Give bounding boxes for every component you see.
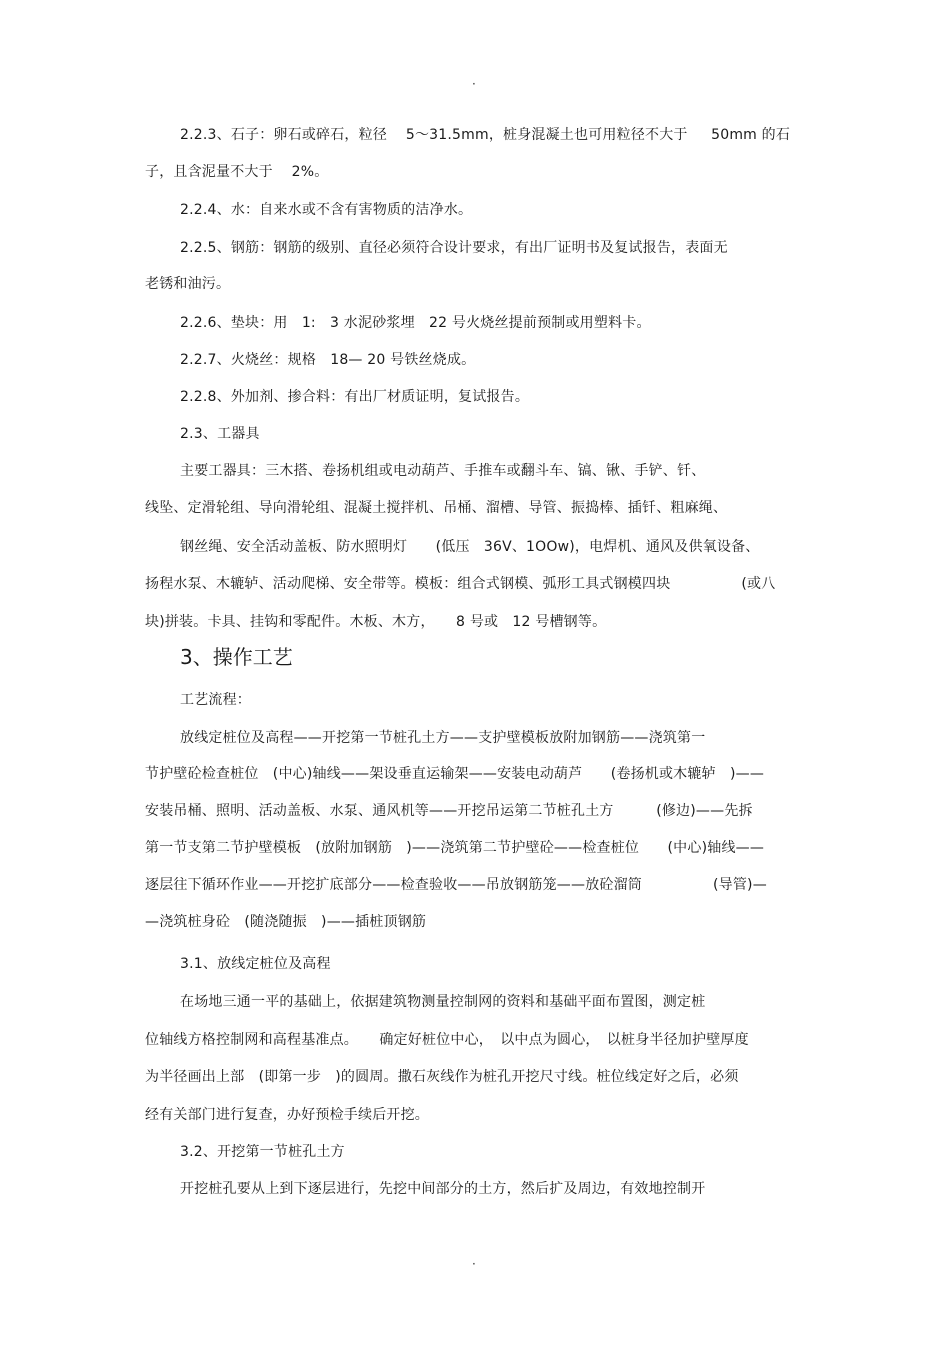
text-line: 老锈和油污。 <box>145 276 231 292</box>
text-line: 工艺流程： <box>180 692 251 708</box>
text-line: 2.2.6、垫块：用 1: 3 水泥砂浆埋 22 号火烧丝提前预制或用塑料卡。 <box>180 315 651 331</box>
text-line: 安装吊桶、照明、活动盖板、水泵、通风机等——开挖吊运第二节桩孔土方 (修边)——先拆 <box>145 803 753 819</box>
text-line: 位轴线方格控制网和高程基准点。 确定好桩位中心， 以中点为圆心， 以桩身半径加护壁厚度 <box>145 1032 749 1048</box>
text-line: 块)拼装。卡具、挂钩和零配件。木板、木方， 8 号或 12 号槽钢等。 <box>145 614 607 630</box>
bottom-page-mark: · <box>472 1257 476 1271</box>
section-heading: 2.3、工器具 <box>180 426 260 442</box>
text-line: —浇筑桩身砼 (随浇随振 )——插桩顶钢筋 <box>145 914 427 930</box>
section-heading: 3.1、放线定桩位及高程 <box>180 956 331 972</box>
text-line: 2.2.4、水：自来水或不含有害物质的洁净水。 <box>180 202 473 218</box>
top-page-mark: · <box>472 77 476 91</box>
text-line: 逐层往下循环作业——开挖扩底部分——检查验收——吊放钢筋笼——放砼溜筒 (导管)— <box>145 877 767 893</box>
text-line: 线坠、定滑轮组、导向滑轮组、混凝土搅拌机、吊桶、溜槽、导管、振捣棒、插钎、粗麻绳、 <box>145 500 728 516</box>
text-line: 钢丝绳、安全活动盖板、防水照明灯 (低压 36V、1OOw)，电焊机、通风及供氧设备、 <box>180 539 760 555</box>
chapter-heading: 3、操作工艺 <box>180 645 293 669</box>
text-line: 为半径画出上部 (即第一步 )的圆周。撒石灰线作为桩孔开挖尺寸线。桩位线定好之后，必须 <box>145 1069 739 1085</box>
section-heading: 3.2、开挖第一节桩孔土方 <box>180 1144 345 1160</box>
text-line: 2.2.3、石子：卵石或碎石，粒径 5～31.5mm，桩身混凝土也可用粒径不大于 50mm 的石 <box>180 127 791 143</box>
text-line: 扬程水泵、木辘轳、活动爬梯、安全带等。模板：组合式钢模、弧形工具式钢模四块 (或八 <box>145 576 776 592</box>
text-line: 放线定桩位及高程——开挖第一节桩孔土方——支护壁模板放附加钢筋——浇筑第一 <box>180 730 706 746</box>
text-line: 第一节支第二节护壁模板 (放附加钢筋 )——浇筑第二节护壁砼——检查桩位 (中心)轴线—— <box>145 840 765 856</box>
text-line: 2.2.5、钢筋：钢筋的级别、直径必须符合设计要求，有出厂证明书及复试报告，表面无 <box>180 240 728 256</box>
text-line: 主要工器具：三木搭、卷扬机组或电动葫芦、手推车或翻斗车、镐、锹、手铲、钎、 <box>180 463 706 479</box>
text-line: 2.2.8、外加剂、掺合料：有出厂材质证明，复试报告。 <box>180 389 530 405</box>
text-line: 开挖桩孔要从上到下逐层进行，先挖中间部分的土方，然后扩及周边，有效地控制开 <box>180 1181 706 1197</box>
text-line: 经有关部门进行复查，办好预检手续后开挖。 <box>145 1107 429 1123</box>
text-line: 在场地三通一平的基础上，依据建筑物测量控制网的资料和基础平面布置图，测定桩 <box>180 994 706 1010</box>
text-line: 节护壁砼检查桩位 (中心)轴线——架设垂直运输架——安装电动葫芦 (卷扬机或木辘轳 )—— <box>145 766 765 782</box>
text-line: 2.2.7、火烧丝：规格 18— 20 号铁丝烧成。 <box>180 352 476 368</box>
text-line: 子，且含泥量不大于 2%。 <box>145 164 329 180</box>
